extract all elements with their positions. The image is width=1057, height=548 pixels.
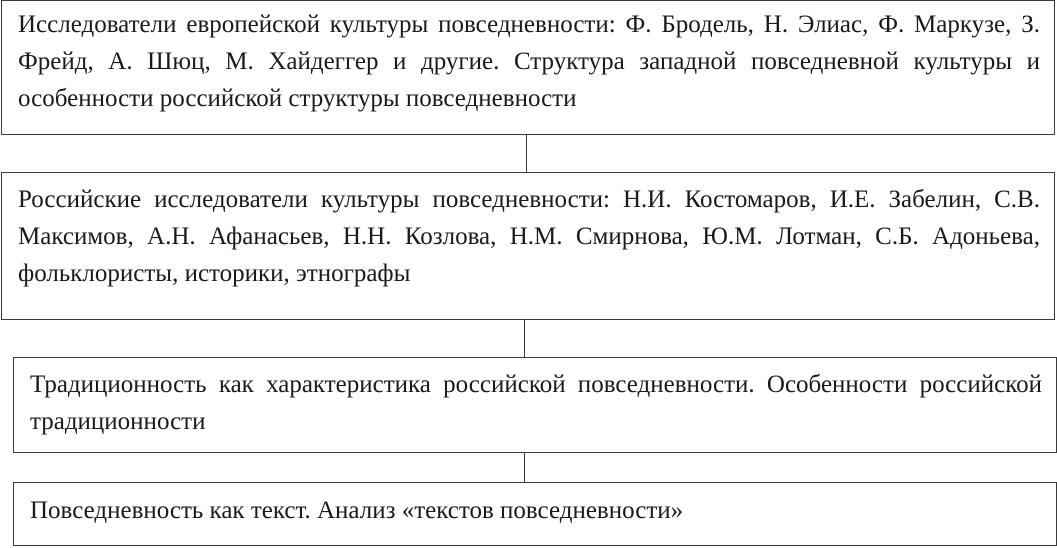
box-european-researchers <box>1 0 1055 135</box>
connector-line-2 <box>524 320 525 357</box>
box-european-researchers-text: Исследователи европейской культуры повседневности: Ф. Бродель, Н. Элиас, Ф. Маркузе, З. Фрейд, А. Шюц, М. Хайдеггер и другие. Структура западной повседневной культуры и особенности российской структуры повседневности <box>18 11 1040 112</box>
box-russian-researchers <box>1 172 1055 320</box>
connector-line-1 <box>526 135 527 172</box>
connector-line-3 <box>524 453 525 482</box>
box-traditionality <box>13 357 1057 453</box>
box-russian-researchers-text: Российские исследователи культуры повседневности: Н.И. Костомаров, И.Е. Забелин, С.В. Максимов, А.Н. Афанасьев, Н.Н. Козлова, Н.М. Смирнова, Ю.М. Лотман, С.Б. Адоньева, фольклористы, историки, этнографы <box>18 186 1040 287</box>
box-everyday-as-text <box>13 482 1057 546</box>
box-everyday-as-text-text: Повседневность как текст. Анализ «текстов повседневности» <box>30 497 684 524</box>
box-traditionality-text: Традиционность как характеристика российской повседневности. Особенности российской традиционности <box>30 371 1042 435</box>
